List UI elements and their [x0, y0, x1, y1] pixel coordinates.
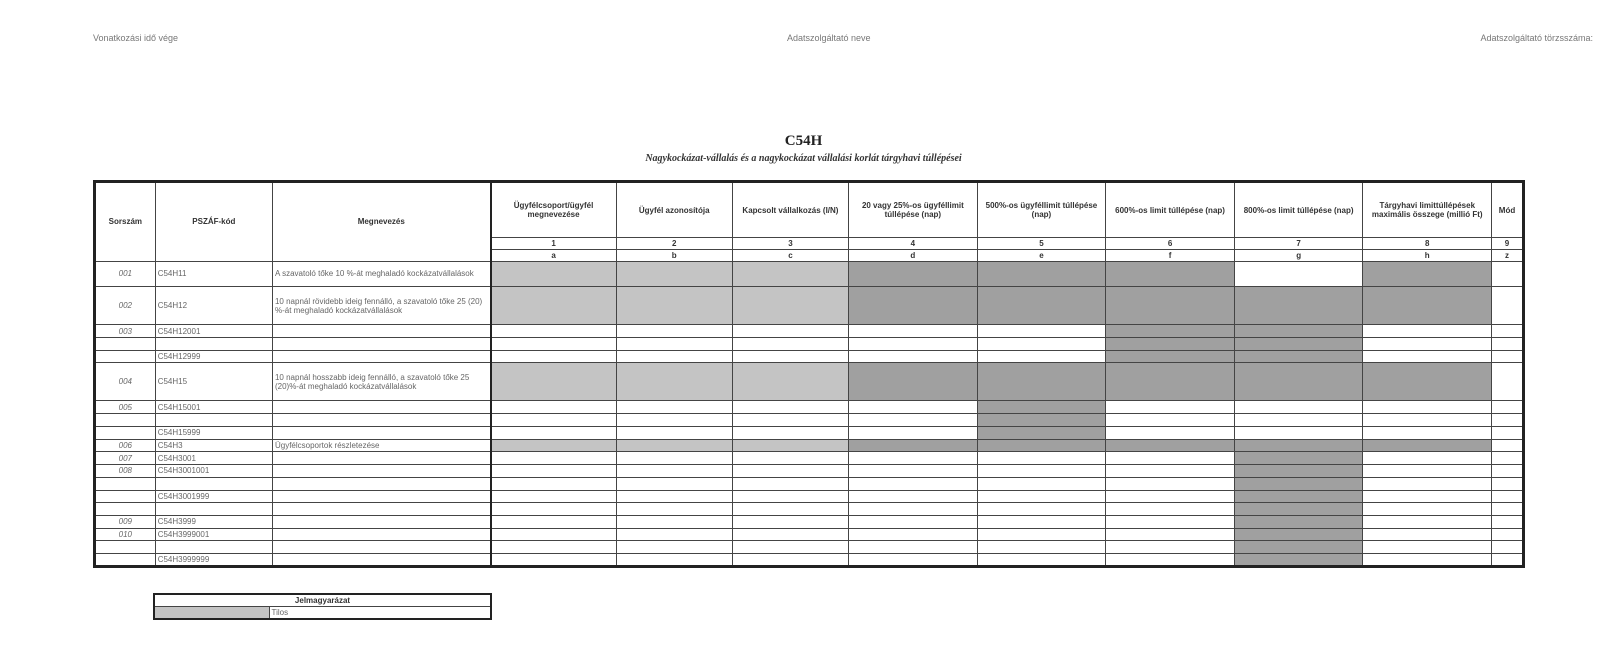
row-pszaf-code: C54H3999999 — [155, 554, 272, 567]
data-cell-col-5 — [977, 261, 1106, 286]
row-serial: 005 — [95, 401, 156, 414]
data-cell-col-4[interactable] — [849, 414, 978, 427]
data-cell-col-9[interactable] — [1492, 439, 1524, 452]
table-row — [95, 414, 1524, 427]
data-cell-col-3[interactable] — [732, 426, 848, 439]
data-cell-col-9[interactable] — [1492, 426, 1524, 439]
data-cell-col-9[interactable] — [1492, 363, 1524, 401]
data-cell-col-5[interactable] — [977, 337, 1106, 350]
data-cell-col-8[interactable] — [1363, 515, 1492, 528]
data-cell-col-2[interactable] — [616, 477, 732, 490]
data-cell-col-5 — [977, 439, 1106, 452]
data-cell-col-5 — [977, 426, 1106, 439]
data-cell-col-8[interactable] — [1363, 528, 1492, 541]
data-cell-col-4 — [849, 363, 978, 401]
data-cell-col-8[interactable] — [1363, 541, 1492, 554]
data-cell-col-9[interactable] — [1492, 528, 1524, 541]
data-cell-col-6[interactable] — [1106, 490, 1235, 503]
header-col-7: 800%-os limit túllépése (nap) — [1234, 182, 1363, 238]
header-col-9: Mód — [1492, 182, 1524, 238]
column-letter-3: c — [732, 249, 848, 261]
data-cell-col-9[interactable] — [1492, 414, 1524, 427]
data-cell-col-5 — [977, 286, 1106, 324]
row-name — [272, 503, 490, 516]
row-name — [272, 528, 490, 541]
data-cell-col-3[interactable] — [732, 401, 848, 414]
row-serial — [95, 503, 156, 516]
row-name — [272, 337, 490, 350]
data-cell-col-7 — [1234, 452, 1363, 465]
data-cell-col-8[interactable] — [1363, 414, 1492, 427]
data-cell-col-9[interactable] — [1492, 452, 1524, 465]
data-cell-col-8[interactable] — [1363, 477, 1492, 490]
header-col-8: Tárgyhavi limittúllépések maximális összege (millió Ft) — [1363, 182, 1492, 238]
data-cell-col-2[interactable] — [616, 554, 732, 567]
data-cell-col-4[interactable] — [849, 350, 978, 363]
reference-period-end-label: Vonatkozási idő vége — [93, 33, 179, 43]
data-cell-col-2 — [616, 439, 732, 452]
data-cell-col-9[interactable] — [1492, 261, 1524, 286]
data-cell-col-6[interactable] — [1106, 503, 1235, 516]
data-cell-col-4[interactable] — [849, 503, 978, 516]
row-serial: 009 — [95, 515, 156, 528]
data-cell-col-2 — [616, 286, 732, 324]
data-cell-col-1[interactable] — [491, 325, 617, 338]
data-cell-col-6 — [1106, 350, 1235, 363]
row-serial: 001 — [95, 261, 156, 286]
column-letter-2: b — [616, 249, 732, 261]
column-letter-9: z — [1492, 249, 1524, 261]
data-cell-col-3[interactable] — [732, 337, 848, 350]
row-pszaf-code — [155, 541, 272, 554]
header-col-1: Ügyfélcsoport/ügyfél megnevezése — [491, 182, 617, 238]
row-pszaf-code: C54H3999 — [155, 515, 272, 528]
column-letter-8: h — [1363, 249, 1492, 261]
data-cell-col-6[interactable] — [1106, 541, 1235, 554]
column-letter-1: a — [491, 249, 617, 261]
row-name — [272, 541, 490, 554]
data-cell-col-6[interactable] — [1106, 426, 1235, 439]
data-cell-col-4[interactable] — [849, 490, 978, 503]
data-cell-col-6[interactable] — [1106, 528, 1235, 541]
data-cell-col-4[interactable] — [849, 554, 978, 567]
data-cell-col-5[interactable] — [977, 503, 1106, 516]
data-cell-col-2[interactable] — [616, 337, 732, 350]
data-cell-col-9[interactable] — [1492, 350, 1524, 363]
row-pszaf-code: C54H3999001 — [155, 528, 272, 541]
row-pszaf-code — [155, 503, 272, 516]
data-cell-col-4[interactable] — [849, 541, 978, 554]
data-cell-col-7 — [1234, 439, 1363, 452]
data-cell-col-8[interactable] — [1363, 426, 1492, 439]
data-provider-name-label: Adatszolgáltató neve — [787, 33, 871, 43]
data-cell-col-1[interactable] — [491, 414, 617, 427]
data-cell-col-6 — [1106, 439, 1235, 452]
data-cell-col-5 — [977, 414, 1106, 427]
data-cell-col-5[interactable] — [977, 541, 1106, 554]
data-cell-col-3[interactable] — [732, 541, 848, 554]
legend-title: Jelmagyarázat — [154, 594, 491, 607]
data-cell-col-1 — [491, 286, 617, 324]
data-cell-col-2[interactable] — [616, 528, 732, 541]
table-row — [95, 465, 1524, 478]
data-cell-col-1[interactable] — [491, 554, 617, 567]
row-serial: 007 — [95, 452, 156, 465]
row-name — [272, 477, 490, 490]
row-name — [272, 426, 490, 439]
data-cell-col-3 — [732, 363, 848, 401]
data-cell-col-3 — [732, 261, 848, 286]
data-cell-col-1[interactable] — [491, 350, 617, 363]
row-serial — [95, 414, 156, 427]
column-number-3: 3 — [732, 238, 848, 250]
data-cell-col-5[interactable] — [977, 515, 1106, 528]
table-row — [95, 286, 1524, 324]
data-cell-col-4[interactable] — [849, 401, 978, 414]
data-cell-col-4[interactable] — [849, 337, 978, 350]
data-cell-col-9[interactable] — [1492, 490, 1524, 503]
data-cell-col-1[interactable] — [491, 337, 617, 350]
header-col-3: Kapcsolt vállalkozás (I/N) — [732, 182, 848, 238]
row-name — [272, 465, 490, 478]
data-cell-col-7 — [1234, 465, 1363, 478]
row-pszaf-code: C54H12999 — [155, 350, 272, 363]
data-cell-col-1[interactable] — [491, 465, 617, 478]
data-cell-col-3 — [732, 286, 848, 324]
data-cell-col-3[interactable] — [732, 452, 848, 465]
data-cell-col-6 — [1106, 337, 1235, 350]
data-cell-col-3[interactable] — [732, 350, 848, 363]
row-pszaf-code: C54H12 — [155, 286, 272, 324]
data-cell-col-2[interactable] — [616, 414, 732, 427]
data-cell-col-1[interactable] — [491, 452, 617, 465]
data-cell-col-5[interactable] — [977, 554, 1106, 567]
table-row — [95, 439, 1524, 452]
table-row — [95, 503, 1524, 516]
data-cell-col-8[interactable] — [1363, 325, 1492, 338]
header-pszaf-kod: PSZÁF-kód — [155, 182, 272, 262]
data-cell-col-5[interactable] — [977, 465, 1106, 478]
data-cell-col-3[interactable] — [732, 515, 848, 528]
data-cell-col-5[interactable] — [977, 325, 1106, 338]
data-cell-col-3[interactable] — [732, 477, 848, 490]
row-name — [272, 452, 490, 465]
data-cell-col-1[interactable] — [491, 503, 617, 516]
header-sorszam: Sorszám — [95, 182, 156, 262]
data-cell-col-9[interactable] — [1492, 477, 1524, 490]
data-cell-col-8[interactable] — [1363, 465, 1492, 478]
row-serial: 008 — [95, 465, 156, 478]
data-cell-col-4 — [849, 286, 978, 324]
data-cell-col-8[interactable] — [1363, 452, 1492, 465]
data-cell-col-7[interactable] — [1234, 426, 1363, 439]
data-cell-col-5 — [977, 401, 1106, 414]
data-cell-col-8[interactable] — [1363, 503, 1492, 516]
data-cell-col-8 — [1363, 286, 1492, 324]
row-name: A szavatoló tőke 10 %-át meghaladó kockázatvállalások — [272, 261, 490, 286]
data-cell-col-6[interactable] — [1106, 515, 1235, 528]
row-serial — [95, 541, 156, 554]
table-row — [95, 337, 1524, 350]
row-serial — [95, 350, 156, 363]
data-cell-col-7 — [1234, 515, 1363, 528]
data-cell-col-8 — [1363, 261, 1492, 286]
table-row — [95, 490, 1524, 503]
data-cell-col-4[interactable] — [849, 515, 978, 528]
row-name — [272, 515, 490, 528]
table-row — [95, 452, 1524, 465]
row-pszaf-code: C54H3 — [155, 439, 272, 452]
row-serial: 006 — [95, 439, 156, 452]
data-cell-col-4[interactable] — [849, 426, 978, 439]
data-cell-col-5[interactable] — [977, 528, 1106, 541]
data-cell-col-8 — [1363, 439, 1492, 452]
data-cell-col-6[interactable] — [1106, 465, 1235, 478]
data-cell-col-6 — [1106, 325, 1235, 338]
data-cell-col-1[interactable] — [491, 401, 617, 414]
header-col-2: Ügyfél azonosítója — [616, 182, 732, 238]
row-pszaf-code: C54H3001001 — [155, 465, 272, 478]
row-serial — [95, 426, 156, 439]
row-pszaf-code: C54H12001 — [155, 325, 272, 338]
data-cell-col-3 — [732, 439, 848, 452]
data-cell-col-2[interactable] — [616, 490, 732, 503]
column-number-4: 4 — [849, 238, 978, 250]
data-cell-col-2[interactable] — [616, 350, 732, 363]
table-row — [95, 426, 1524, 439]
column-number-5: 5 — [977, 238, 1106, 250]
row-serial: 002 — [95, 286, 156, 324]
column-letter-7: g — [1234, 249, 1363, 261]
data-cell-col-7 — [1234, 554, 1363, 567]
data-cell-col-9[interactable] — [1492, 515, 1524, 528]
data-cell-col-6[interactable] — [1106, 554, 1235, 567]
data-cell-col-4 — [849, 439, 978, 452]
row-pszaf-code — [155, 477, 272, 490]
data-cell-col-2 — [616, 363, 732, 401]
data-cell-col-7 — [1234, 350, 1363, 363]
data-cell-col-9[interactable] — [1492, 465, 1524, 478]
data-cell-col-3[interactable] — [732, 465, 848, 478]
data-cell-col-1 — [491, 439, 617, 452]
table-row — [95, 363, 1524, 401]
row-pszaf-code: C54H15 — [155, 363, 272, 401]
data-cell-col-7 — [1234, 286, 1363, 324]
data-cell-col-9[interactable] — [1492, 503, 1524, 516]
report-table — [93, 180, 1525, 568]
row-pszaf-code — [155, 414, 272, 427]
data-cell-col-4[interactable] — [849, 465, 978, 478]
row-serial — [95, 337, 156, 350]
data-cell-col-7[interactable] — [1234, 401, 1363, 414]
data-cell-col-4[interactable] — [849, 325, 978, 338]
row-pszaf-code — [155, 337, 272, 350]
header-col-6: 600%-os limit túllépése (nap) — [1106, 182, 1235, 238]
table-row — [95, 350, 1524, 363]
column-number-1: 1 — [491, 238, 617, 250]
data-cell-col-2[interactable] — [616, 465, 732, 478]
data-cell-col-5[interactable] — [977, 350, 1106, 363]
header-megnevezes: Megnevezés — [272, 182, 490, 262]
table-row — [95, 528, 1524, 541]
data-cell-col-6 — [1106, 261, 1235, 286]
row-name: 10 napnál rövidebb ideig fennálló, a szavatoló tőke 25 (20) %-át meghaladó kockázatvállalások — [272, 286, 490, 324]
data-cell-col-8[interactable] — [1363, 490, 1492, 503]
data-cell-col-1[interactable] — [491, 426, 617, 439]
row-name — [272, 350, 490, 363]
data-cell-col-9[interactable] — [1492, 325, 1524, 338]
row-name — [272, 401, 490, 414]
data-cell-col-8[interactable] — [1363, 401, 1492, 414]
data-cell-col-7 — [1234, 363, 1363, 401]
data-cell-col-6[interactable] — [1106, 414, 1235, 427]
column-number-6: 6 — [1106, 238, 1235, 250]
data-cell-col-5 — [977, 363, 1106, 401]
data-cell-col-1[interactable] — [491, 515, 617, 528]
column-number-7: 7 — [1234, 238, 1363, 250]
data-cell-col-9[interactable] — [1492, 541, 1524, 554]
data-cell-col-8[interactable] — [1363, 337, 1492, 350]
data-cell-col-6[interactable] — [1106, 452, 1235, 465]
data-cell-col-4[interactable] — [849, 452, 978, 465]
data-cell-col-8[interactable] — [1363, 554, 1492, 567]
data-cell-col-7[interactable] — [1234, 261, 1363, 286]
data-cell-col-2[interactable] — [616, 541, 732, 554]
row-pszaf-code: C54H3001 — [155, 452, 272, 465]
table-row — [95, 515, 1524, 528]
data-cell-col-4[interactable] — [849, 477, 978, 490]
data-cell-col-9[interactable] — [1492, 337, 1524, 350]
row-serial: 003 — [95, 325, 156, 338]
data-cell-col-7 — [1234, 490, 1363, 503]
column-letter-6: f — [1106, 249, 1235, 261]
legend-item-label: Tilos — [269, 607, 491, 620]
data-cell-col-2 — [616, 261, 732, 286]
row-name — [272, 414, 490, 427]
data-cell-col-5[interactable] — [977, 452, 1106, 465]
table-row — [95, 401, 1524, 414]
data-cell-col-3[interactable] — [732, 414, 848, 427]
row-pszaf-code: C54H15001 — [155, 401, 272, 414]
row-pszaf-code: C54H11 — [155, 261, 272, 286]
table-row — [95, 477, 1524, 490]
column-number-8: 8 — [1363, 238, 1492, 250]
data-cell-col-2[interactable] — [616, 426, 732, 439]
data-cell-col-1 — [491, 261, 617, 286]
data-cell-col-4 — [849, 261, 978, 286]
row-serial — [95, 477, 156, 490]
data-cell-col-7 — [1234, 337, 1363, 350]
header-col-5: 500%-os ügyféllimit túllépése (nap) — [977, 182, 1106, 238]
row-name — [272, 490, 490, 503]
data-cell-col-7 — [1234, 325, 1363, 338]
data-cell-col-7 — [1234, 477, 1363, 490]
column-number-9: 9 — [1492, 238, 1524, 250]
table-row — [95, 325, 1524, 338]
form-subtitle: Nagykockázat-vállalás és a nagykockázat vállalási korlát tárgyhavi túllépései — [645, 153, 962, 164]
data-cell-col-1[interactable] — [491, 477, 617, 490]
row-name: Ügyfélcsoportok részletezése — [272, 439, 490, 452]
data-cell-col-6 — [1106, 286, 1235, 324]
data-cell-col-2[interactable] — [616, 452, 732, 465]
data-cell-col-9[interactable] — [1492, 286, 1524, 324]
data-cell-col-8[interactable] — [1363, 350, 1492, 363]
data-cell-col-9[interactable] — [1492, 401, 1524, 414]
data-cell-col-3[interactable] — [732, 325, 848, 338]
row-serial — [95, 490, 156, 503]
data-cell-col-2[interactable] — [616, 325, 732, 338]
legend-table — [153, 593, 492, 620]
data-cell-col-5[interactable] — [977, 477, 1106, 490]
row-name: 10 napnál hosszabb ideig fennálló, a szavatoló tőke 25 (20)%-át meghaladó kockázatvállalások — [272, 363, 490, 401]
data-cell-col-8 — [1363, 363, 1492, 401]
data-cell-col-7[interactable] — [1234, 414, 1363, 427]
form-code-title: C54H — [784, 133, 823, 149]
data-cell-col-2[interactable] — [616, 515, 732, 528]
row-name — [272, 325, 490, 338]
data-cell-col-7 — [1234, 541, 1363, 554]
column-letter-4: d — [849, 249, 978, 261]
row-serial — [95, 554, 156, 567]
data-cell-col-6[interactable] — [1106, 477, 1235, 490]
row-pszaf-code: C54H3001999 — [155, 490, 272, 503]
row-pszaf-code: C54H15999 — [155, 426, 272, 439]
data-cell-col-6[interactable] — [1106, 401, 1235, 414]
data-cell-col-4[interactable] — [849, 528, 978, 541]
data-cell-col-3[interactable] — [732, 528, 848, 541]
data-cell-col-3[interactable] — [732, 554, 848, 567]
data-cell-col-9[interactable] — [1492, 554, 1524, 567]
column-number-2: 2 — [616, 238, 732, 250]
row-serial: 004 — [95, 363, 156, 401]
column-letter-5: e — [977, 249, 1106, 261]
data-cell-col-6 — [1106, 363, 1235, 401]
table-row — [95, 261, 1524, 286]
data-cell-col-2[interactable] — [616, 401, 732, 414]
data-provider-id-label: Adatszolgáltató törzsszáma: — [1480, 33, 1593, 43]
table-row — [95, 541, 1524, 554]
data-cell-col-2[interactable] — [616, 503, 732, 516]
table-row — [95, 554, 1524, 567]
data-cell-col-1[interactable] — [491, 528, 617, 541]
row-serial: 010 — [95, 528, 156, 541]
data-cell-col-3[interactable] — [732, 503, 848, 516]
legend-swatch — [154, 607, 269, 620]
data-cell-col-5[interactable] — [977, 490, 1106, 503]
data-cell-col-1 — [491, 363, 617, 401]
header-col-4: 20 vagy 25%-os ügyféllimit túllépése (nap) — [849, 182, 978, 238]
data-cell-col-7 — [1234, 528, 1363, 541]
data-cell-col-1[interactable] — [491, 490, 617, 503]
row-name — [272, 554, 490, 567]
data-cell-col-1[interactable] — [491, 541, 617, 554]
data-cell-col-7 — [1234, 503, 1363, 516]
data-cell-col-3[interactable] — [732, 490, 848, 503]
